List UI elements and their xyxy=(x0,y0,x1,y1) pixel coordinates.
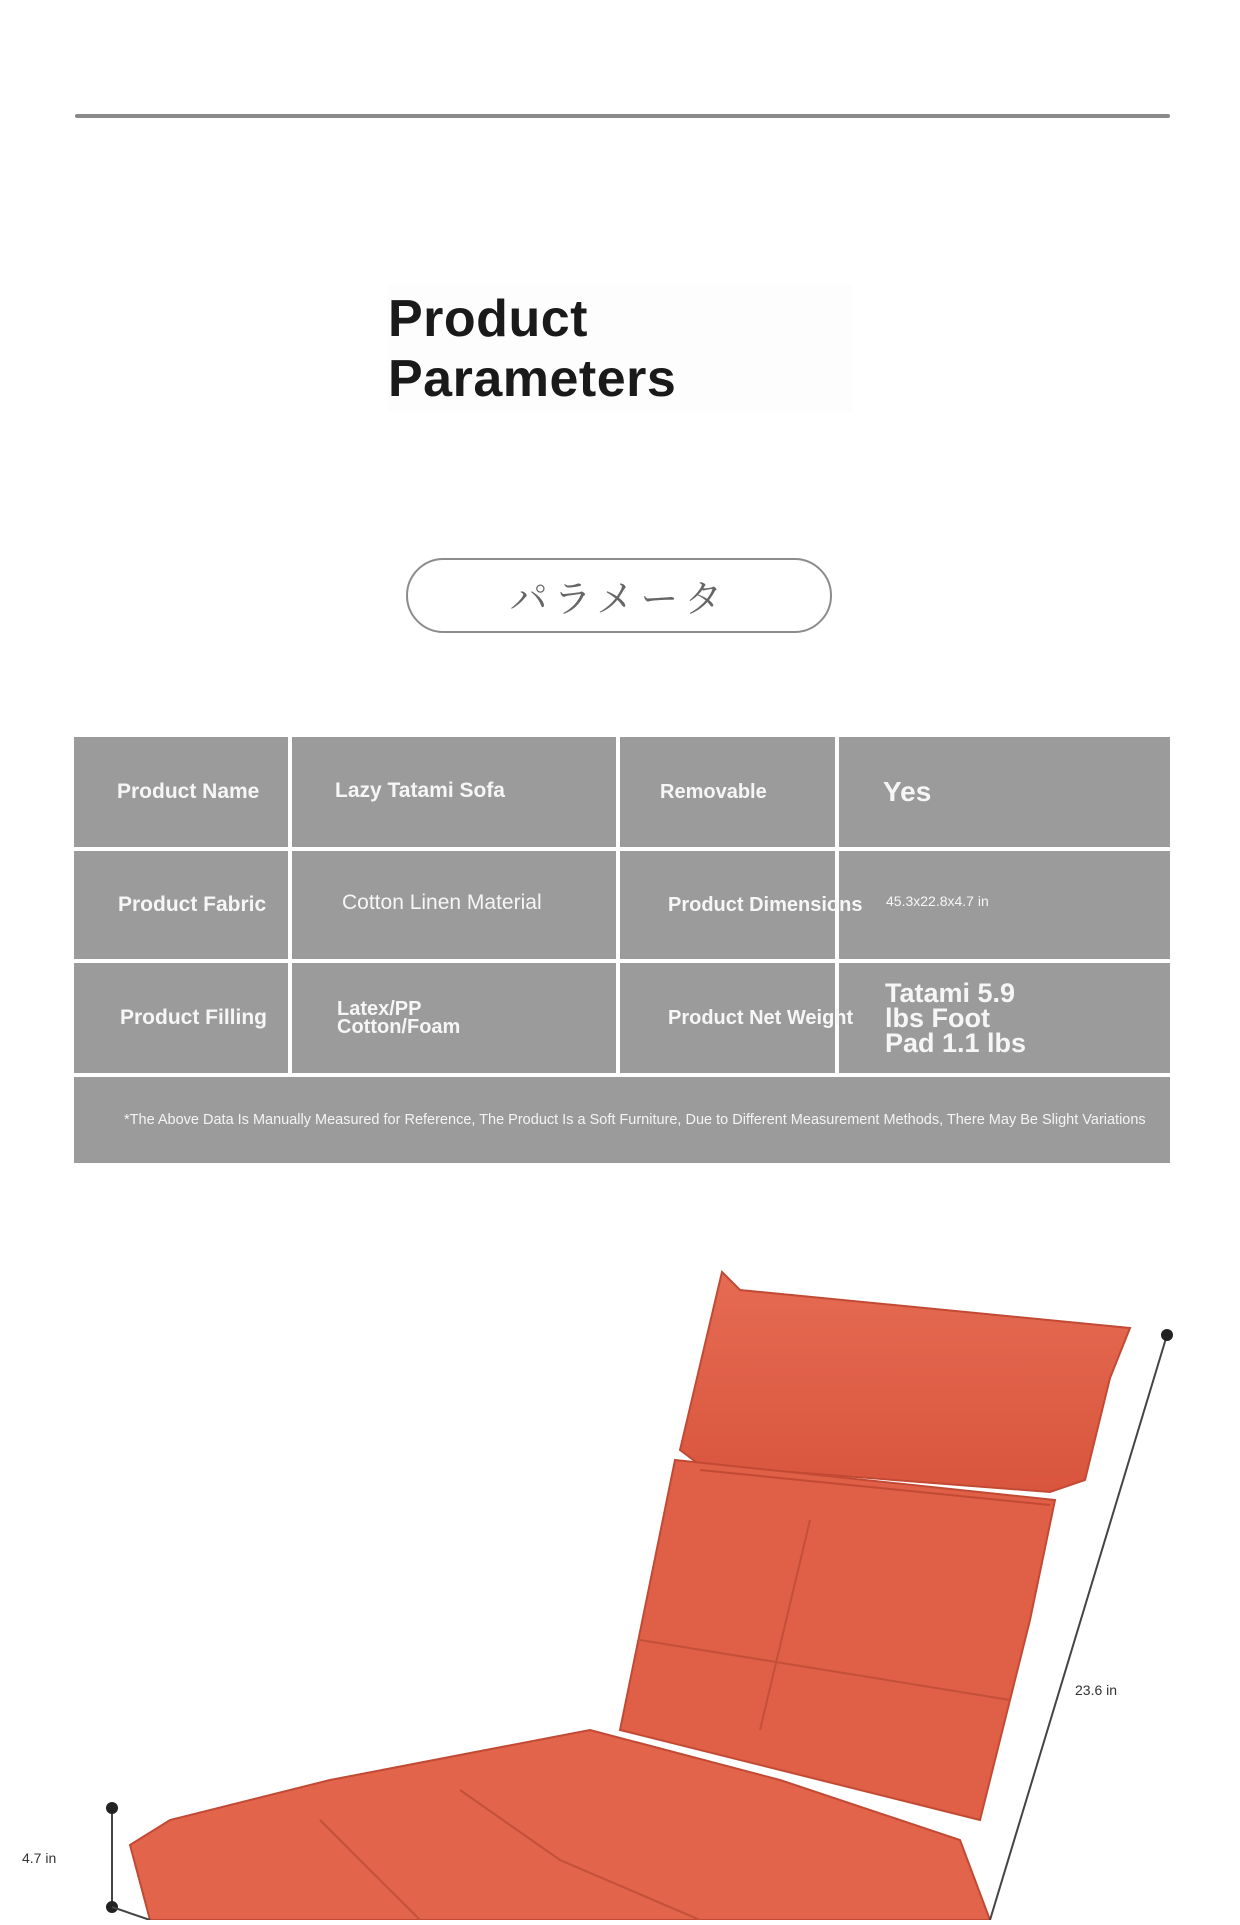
measurement-note xyxy=(74,1077,1170,1163)
parameter-badge xyxy=(406,558,832,633)
net-weight-value xyxy=(885,977,1027,1058)
cell-fabric-value xyxy=(292,851,616,959)
dimensions-label: Product Dimensions xyxy=(668,893,863,916)
page-title: Product Parameters xyxy=(388,290,677,408)
title-banner xyxy=(388,285,853,413)
floor-sofa-image xyxy=(0,1260,1240,1920)
fabric-label: Product Fabric xyxy=(118,893,267,916)
net-weight-line-1: Tatami 5.9 xyxy=(885,977,1016,1008)
removable-value: Yes xyxy=(883,776,932,807)
thickness-dimension-label: 4.7 in xyxy=(22,1850,57,1866)
parameter-table xyxy=(74,737,1170,1163)
filling-value-line-2: Cotton/Foam xyxy=(337,1016,461,1038)
cell-name-value xyxy=(292,737,616,847)
net-weight-line-3: Pad 1.1 lbs xyxy=(885,1027,1027,1058)
measurement-note-text: *The Above Data Is Manually Measured for Reference, The Product Is a Soft Furniture, Due to Different Measurement Methods, There May Be Slight Variations xyxy=(124,1112,1146,1128)
top-divider xyxy=(75,114,1170,118)
parameter-badge-text: パラメータ xyxy=(509,577,729,621)
cell-weight-value xyxy=(839,963,1170,1073)
sofa-dimensions-illustration xyxy=(0,1260,1240,1920)
product-name-label: Product Name xyxy=(117,780,260,803)
filling-label: Product Filling xyxy=(120,1006,267,1029)
net-weight-line-2: lbs Foot xyxy=(885,1002,990,1033)
removable-label: Removable xyxy=(660,780,767,803)
cell-name-label xyxy=(74,737,288,847)
product-name-value: Lazy Tatami Sofa xyxy=(335,779,505,802)
cell-filling-label xyxy=(74,963,288,1073)
cell-dimensions-label xyxy=(620,851,863,959)
dimensions-value: 45.3x22.8x4.7 in xyxy=(886,893,989,909)
filling-value xyxy=(337,1000,460,1036)
cell-removable-value xyxy=(839,737,1170,847)
cell-fabric-label xyxy=(74,851,288,959)
net-weight-label: Product Net Weight xyxy=(668,1006,854,1029)
filling-value-line-1: Latex/PP xyxy=(337,998,422,1020)
cell-weight-label xyxy=(620,963,854,1073)
cell-filling-value xyxy=(292,963,616,1073)
fabric-value: Cotton Linen Material xyxy=(342,891,542,914)
height-dimension-label: 23.6 in xyxy=(1075,1682,1118,1698)
cell-dimensions-value xyxy=(839,851,1170,959)
sofa-headrest xyxy=(680,1272,1130,1492)
cell-removable-label xyxy=(620,737,835,847)
